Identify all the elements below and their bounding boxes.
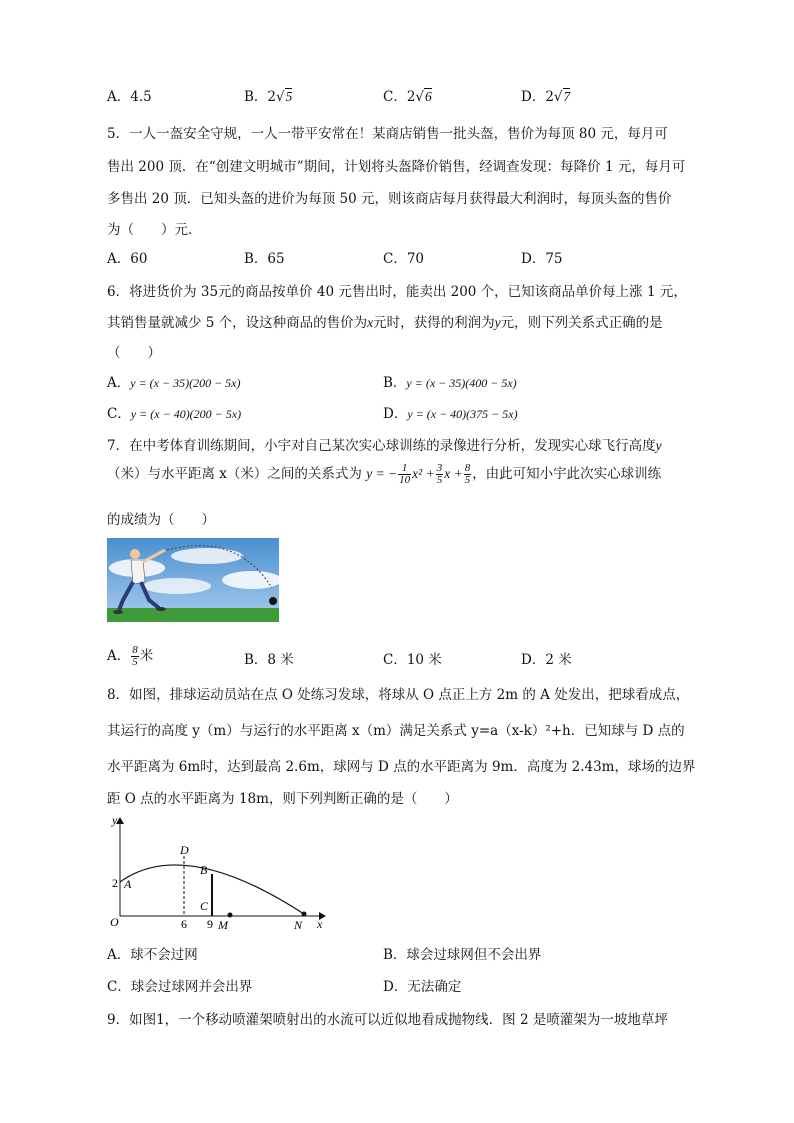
label-six: 6 (181, 917, 187, 931)
q8-line-3: 水平距离为 6m时，达到最高 2.6m，球网与 D 点的水平距离为 9m．高度为 2.43m，球场的边界 (107, 759, 696, 775)
q6-option-b: B．y = (x − 35)(400 − 5x) (383, 375, 517, 391)
q4-option-d: D．2√7 (521, 89, 571, 105)
q5-line-2: 售出 200 顶．在“创建文明城市”期间，计划将头盔降价销售，经调查发现：每降价 1 元，每月可 (107, 159, 686, 175)
label-y: y (112, 813, 118, 827)
q6-option-c: C．y = (x − 40)(200 − 5x) (107, 406, 242, 422)
radical-sign: √ (415, 89, 425, 105)
point-m (228, 913, 233, 918)
q8-line-1: 8．如图，排球运动员站在点 O 处练习发球，将球从 O 点正上方 2m 的 A 处发出，把球看成点， (107, 687, 690, 703)
radical-sign: √ (276, 89, 285, 105)
label-n: N (294, 918, 303, 932)
shot-put-illustration (107, 538, 279, 622)
label-o: O (110, 915, 119, 929)
q6-option-d: D．y = (x − 40)(375 − 5x) (383, 406, 518, 422)
label-m: M (218, 918, 228, 932)
q7-option-b: B．8 米 (244, 652, 294, 668)
q4-option-b: B．2√5 (244, 89, 293, 105)
q7-option-d: D．2 米 (521, 652, 572, 668)
label-c: C (200, 899, 209, 913)
volleyball-trajectory-diagram (104, 812, 334, 934)
q7-option-c: C．10 米 (383, 652, 442, 668)
q8-line-4: 距 O 点的水平距离为 18m，则下列判断正确的是（ ） (107, 791, 458, 807)
q8-option-c: C．球会过球网并会出界 (107, 979, 253, 995)
q7-line-1: 7．在中考体育训练期间，小宇对自己某次实心球训练的录像进行分析，发现实心球飞行高度y (107, 438, 662, 454)
q5-option-b: B．65 (244, 251, 285, 267)
q8-option-d: D．无法确定 (383, 979, 462, 995)
label-d: D (180, 843, 189, 857)
q8-line-2: 其运行的高度 y（m）与运行的水平距离 x（m）满足关系式 y=a（x-k）²+h．已知球与 D 点的 (107, 723, 685, 739)
q8-option-a: A．球不会过网 (107, 947, 198, 963)
q5-option-d: D．75 (521, 251, 563, 267)
q5-line-3: 多售出 20 顶．已知头盔的进价为每顶 50 元，则该商店每月获得最大利润时，每顶头盔的售价 (107, 191, 672, 207)
label-x: x (317, 917, 323, 931)
point-n (302, 912, 307, 917)
q9-line-1: 9．如图1，一个移动喷灌架喷射出的水流可以近似地看成抛物线．图 2 是喷灌架为一坡地草坪 (107, 1012, 668, 1028)
q6-option-a: A．y = (x − 35)(200 − 5x) (107, 375, 241, 391)
label-nine: 9 (207, 917, 213, 931)
q7-line-3: 的成绩为（ ） (107, 512, 215, 528)
label-a: A (124, 877, 132, 891)
radical-sign: √ (553, 89, 563, 105)
q6-line-2: 其销售量就减少 5 个，设这种商品的售价为x元时，获得的利润为y元，则下列关系式正确的是 (107, 315, 663, 331)
q7-line-2: （米）与水平距离 x（米）之间的关系式为 y = − $\frac{1}{10}$ x² + $\frac{3}{5}$ x + $\frac{8}{5}$ ，由此可知小宇此次实心球训练 (107, 462, 662, 486)
label-two: 2 (112, 876, 118, 890)
q5-line-4: 为（ ）元． (107, 222, 202, 238)
q4-option-c: C．2√6 (383, 89, 432, 105)
q6-line-1: 6．将进货价为 35元的商品按单价 40 元售出时，能卖出 200 个，已知该商品单价每上涨 1 元， (107, 284, 687, 300)
q6-line-3: （ ） (107, 345, 161, 361)
q5-option-a: A．60 (107, 251, 148, 267)
q7-option-a: A． $\frac{8}{5}$ 米 (107, 644, 154, 668)
q8-option-b: B．球会过球网但不会出界 (383, 947, 542, 963)
q5-line-1: 5．一人一盔安全守规，一人一带平安常在！某商店销售一批头盔，售价为每顶 80 元，每月可 (107, 126, 668, 142)
q4-option-a: A．4.5 (107, 89, 152, 105)
label-b: B (200, 863, 208, 877)
q5-option-c: C．70 (383, 251, 425, 267)
